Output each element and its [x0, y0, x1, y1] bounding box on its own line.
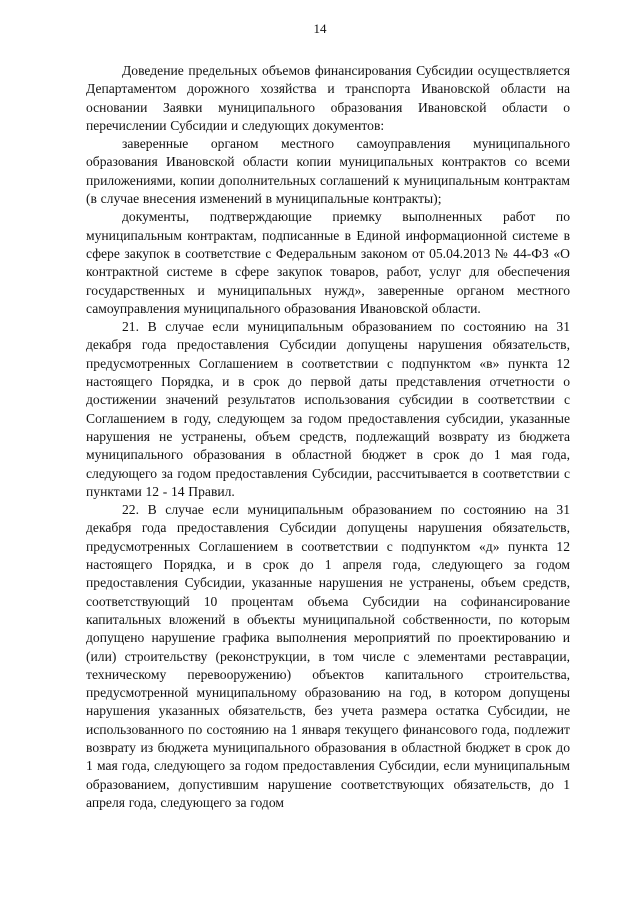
- page-number: 14: [313, 21, 327, 36]
- paragraph-clause-22: 22. В случае если муниципальным образованием по состоянию на 31 декабря года предоставления Субсидии допущены нарушения обязательств, предусмотренных Соглашением в соответствии с подпунктом «д» пункта 12 настоящего Порядка, и в срок до 1 апреля года, следующего за годом предоставления Субсидии, указанные нарушения не устранены, объем средств, соответствующий 10 процентам объема Субсидии на софинансирование капитальных вложений в объекты муниципальной собственности, по которым допущено нарушение графика выполнения мероприятий по проектированию и (или) строительству (реконструкции, в том числе с элементами реставрации, техническому перевооружению) объектов капитального строительства, предусмотренной муниципальному образованию на год, в котором допущены нарушения указанных обязательств, без учета размера остатка Субсидии, не использованного по состоянию на 1 января текущего финансового года, подлежит возврату из бюджета муниципального образования в областной бюджет в срок до 1 мая года, следующего за годом предоставления Субсидии, если муниципальным образованием, допустившим нарушение соответствующих обязательств, до 1 апреля года, следующего за годом: [86, 502, 570, 810]
- document-body: [86, 62, 570, 812]
- paragraph-contract-copies: заверенные органом местного самоуправления муниципального образования Ивановской области копии муниципальных контрактов со всеми приложениями, копии дополнительных соглашений к муниципальным контрактам (в случае внесения изменений в муниципальные контракты);: [86, 136, 570, 207]
- paragraph-acceptance-documents: документы, подтверждающие приемку выполненных работ по муниципальным контрактам, подписанные в Единой информационной системе в сфере закупок в соответствие с Федеральным законом от 05.04.2013 № 44-ФЗ «О контрактной системе в сфере закупок товаров, работ, услуг для обеспечения государственных и муниципальных нужд», заверенные органом местного самоуправления муниципального образования Ивановской области.: [86, 209, 570, 316]
- paragraph-subsidy-financing: Доведение предельных объемов финансирования Субсидии осуществляется Департаментом дорожного хозяйства и транспорта Ивановской области на основании Заявки муниципального образования Ивановской области о перечислении Субсидии и следующих документов:: [86, 63, 570, 133]
- paragraph-clause-21: 21. В случае если муниципальным образованием по состоянию на 31 декабря года предоставления Субсидии допущены нарушения обязательств, предусмотренных Соглашением в соответствии с подпунктом «в» пункта 12 настоящего Порядка, и в срок до первой даты представления отчетности о достижении значений результатов использования субсидии в соответствии с Соглашением в году, следующем за годом предоставления субсидии, указанные нарушения не устранены, объем средств, подлежащий возврату из бюджета муниципального образования в областной бюджет в срок до 1 мая года, следующего за годом предоставления Субсидии, рассчитывается в соответствии с пунктами 12 - 14 Правил.: [86, 319, 570, 499]
